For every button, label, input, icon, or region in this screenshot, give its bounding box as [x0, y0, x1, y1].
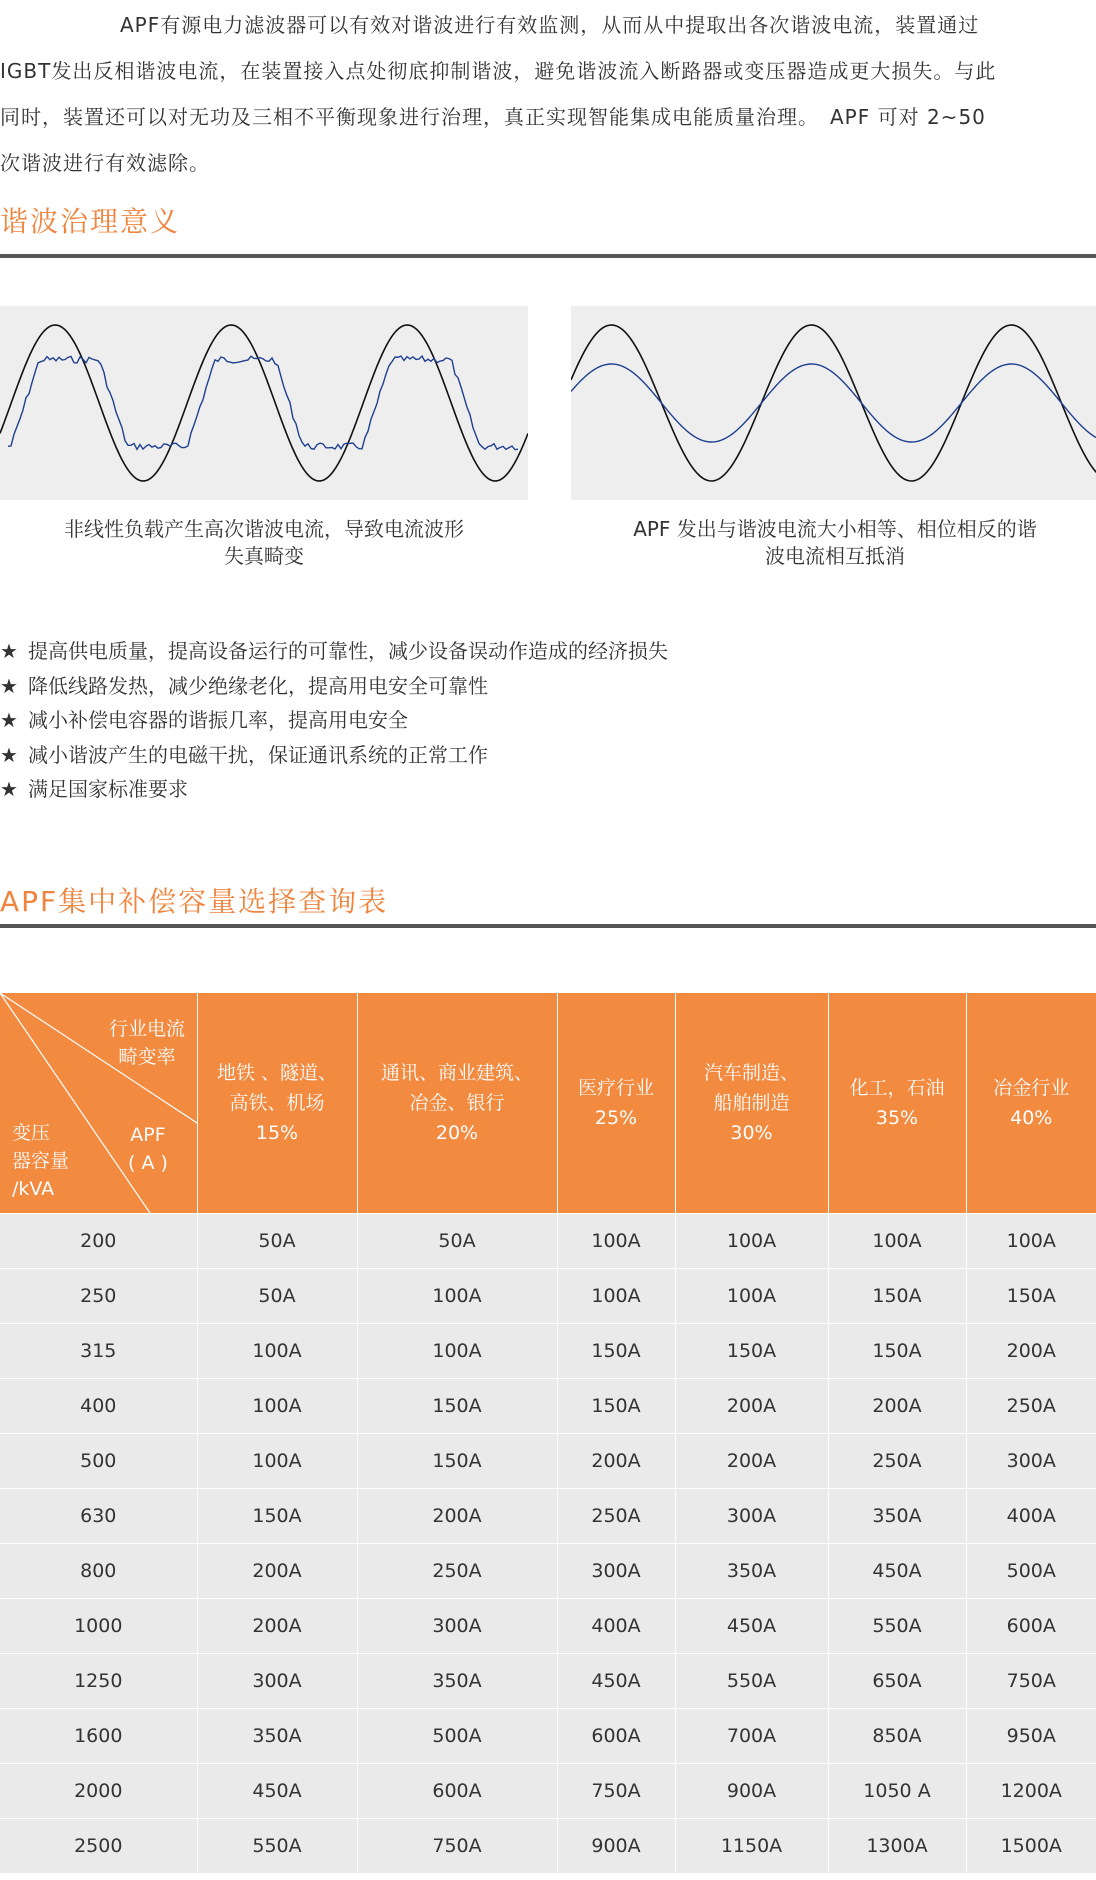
large-sine-wave	[571, 325, 1096, 481]
apf-capacity-cell: 250A	[966, 1379, 1096, 1434]
apf-capacity-cell: 150A	[675, 1324, 828, 1379]
apf-capacity-cell: 250A	[357, 1544, 557, 1599]
apf-capacity-cell: 100A	[557, 1214, 675, 1269]
table-row	[0, 1379, 1096, 1434]
star-icon: ★	[0, 673, 18, 698]
apf-capacity-cell: 200A	[197, 1599, 357, 1654]
intro-line-4: 次谐波进行有效滤除。	[0, 151, 210, 175]
table-row	[0, 1654, 1096, 1709]
apf-capacity-cell: 100A	[557, 1269, 675, 1324]
apf-capacity-cell: 450A	[828, 1544, 966, 1599]
fundamental-sine-wave	[0, 325, 528, 481]
transformer-capacity-cell: 250	[0, 1269, 197, 1324]
transformer-capacity-cell: 630	[0, 1489, 197, 1544]
cancel-wave-figure	[571, 306, 1096, 500]
table-corner-header	[0, 993, 197, 1214]
apf-capacity-cell: 550A	[197, 1819, 357, 1874]
apf-capacity-cell: 900A	[557, 1819, 675, 1874]
table-row	[0, 1709, 1096, 1764]
apf-capacity-cell: 200A	[357, 1489, 557, 1544]
apf-capacity-cell: 100A	[357, 1269, 557, 1324]
section-divider-1	[0, 254, 1096, 258]
transformer-capacity-cell: 1000	[0, 1599, 197, 1654]
left-figure-caption	[0, 516, 528, 570]
distorted-wave-figure	[0, 306, 528, 500]
right-figure-caption	[571, 516, 1096, 570]
apf-capacity-cell: 300A	[966, 1434, 1096, 1489]
apf-capacity-cell: 100A	[966, 1214, 1096, 1269]
apf-capacity-cell: 300A	[675, 1489, 828, 1544]
section-divider-2	[0, 924, 1096, 928]
list-item: ★ 减小补偿电容器的谐振几率，提高用电安全	[0, 703, 1096, 738]
apf-capacity-cell: 50A	[197, 1214, 357, 1269]
table-row	[0, 1324, 1096, 1379]
apf-capacity-cell: 150A	[357, 1434, 557, 1489]
apf-capacity-cell: 150A	[966, 1269, 1096, 1324]
apf-capacity-cell: 300A	[557, 1544, 675, 1599]
apf-capacity-cell: 150A	[557, 1324, 675, 1379]
table-body	[0, 1214, 1096, 1874]
apf-capacity-cell: 150A	[557, 1379, 675, 1434]
apf-capacity-cell: 200A	[828, 1379, 966, 1434]
apf-capacity-cell: 350A	[357, 1654, 557, 1709]
column-header: 地铁 、隧道、 高铁、机场 15%	[197, 993, 357, 1214]
apf-capacity-cell: 250A	[557, 1489, 675, 1544]
column-header: 冶金行业 40%	[966, 993, 1096, 1214]
apf-capacity-cell: 750A	[966, 1654, 1096, 1709]
table-row	[0, 1434, 1096, 1489]
column-header: 医疗行业 25%	[557, 993, 675, 1214]
apf-capacity-cell: 250A	[828, 1434, 966, 1489]
apf-capacity-cell: 350A	[197, 1709, 357, 1764]
left-caption-line-1: 非线性负载产生高次谐波电流，导致电流波形	[64, 517, 464, 541]
transformer-capacity-cell: 315	[0, 1324, 197, 1379]
apf-capacity-cell: 1500A	[966, 1819, 1096, 1874]
apf-capacity-cell: 600A	[966, 1599, 1096, 1654]
section-title-harmonic-significance: 谐波治理意义	[0, 205, 181, 238]
intro-line-3: 同时，装置还可以对无功及三相不平衡现象进行治理，真正实现智能集成电能质量治理。 APF 可对 2~50	[0, 105, 986, 129]
apf-capacity-cell: 950A	[966, 1709, 1096, 1764]
apf-capacity-cell: 550A	[828, 1599, 966, 1654]
apf-capacity-cell: 400A	[557, 1599, 675, 1654]
apf-capacity-cell: 500A	[357, 1709, 557, 1764]
corner-apf-label: APF ( A )	[128, 1124, 168, 1174]
section-title-capacity-table: APF集中补偿容量选择查询表	[0, 885, 389, 918]
apf-capacity-cell: 750A	[357, 1819, 557, 1874]
apf-capacity-cell: 600A	[357, 1764, 557, 1819]
apf-capacity-cell: 100A	[828, 1214, 966, 1269]
apf-capacity-cell: 300A	[197, 1654, 357, 1709]
apf-capacity-cell: 50A	[357, 1214, 557, 1269]
table-row	[0, 1214, 1096, 1269]
apf-capacity-cell: 300A	[357, 1599, 557, 1654]
apf-capacity-cell: 1150A	[675, 1819, 828, 1874]
apf-capacity-cell: 150A	[197, 1489, 357, 1544]
star-icon: ★	[0, 708, 18, 733]
apf-capacity-cell: 100A	[197, 1324, 357, 1379]
transformer-capacity-cell: 1600	[0, 1709, 197, 1764]
column-header: 汽车制造、 船舶制造 30%	[675, 993, 828, 1214]
apf-capacity-cell: 150A	[357, 1379, 557, 1434]
apf-capacity-cell: 750A	[557, 1764, 675, 1819]
apf-capacity-cell: 100A	[197, 1379, 357, 1434]
capacity-table	[0, 993, 1096, 1873]
table-row	[0, 1599, 1096, 1654]
apf-capacity-cell: 100A	[675, 1269, 828, 1324]
transformer-capacity-cell: 2000	[0, 1764, 197, 1819]
apf-capacity-cell: 150A	[828, 1269, 966, 1324]
apf-capacity-cell: 200A	[675, 1434, 828, 1489]
apf-capacity-cell: 450A	[675, 1599, 828, 1654]
table-row	[0, 1544, 1096, 1599]
transformer-capacity-cell: 400	[0, 1379, 197, 1434]
list-item: ★ 减小谐波产生的电磁干扰，保证通讯系统的正常工作	[0, 738, 1096, 773]
apf-capacity-cell: 700A	[675, 1709, 828, 1764]
benefits-list	[0, 634, 1096, 807]
apf-capacity-cell: 100A	[675, 1214, 828, 1269]
apf-capacity-cell: 150A	[828, 1324, 966, 1379]
transformer-capacity-cell: 800	[0, 1544, 197, 1599]
intro-line-2: IGBT发出反相谐波电流，在装置接入点处彻底抑制谐波，避免谐波流入断路器或变压器造成更大损失。与此	[0, 59, 997, 83]
column-header: 化工，石油 35%	[828, 993, 966, 1214]
cancel-wave-svg	[571, 306, 1096, 500]
apf-capacity-cell: 600A	[557, 1709, 675, 1764]
apf-capacity-cell: 1200A	[966, 1764, 1096, 1819]
apf-capacity-cell: 200A	[675, 1379, 828, 1434]
apf-capacity-cell: 100A	[357, 1324, 557, 1379]
table-row	[0, 1819, 1096, 1874]
table-header-row	[0, 993, 1096, 1214]
apf-capacity-cell: 200A	[557, 1434, 675, 1489]
apf-capacity-cell: 350A	[675, 1544, 828, 1599]
apf-capacity-cell: 400A	[966, 1489, 1096, 1544]
column-header: 通讯、商业建筑、 冶金、银行 20%	[357, 993, 557, 1214]
apf-capacity-cell: 1300A	[828, 1819, 966, 1874]
star-icon: ★	[0, 777, 18, 802]
transformer-capacity-cell: 200	[0, 1214, 197, 1269]
apf-capacity-cell: 650A	[828, 1654, 966, 1709]
star-icon: ★	[0, 639, 18, 663]
table-row	[0, 1489, 1096, 1544]
apf-capacity-cell: 100A	[197, 1434, 357, 1489]
intro-line-1: APF有源电力滤波器可以有效对谐波进行有效监测，从而从中提取出各次谐波电流，装置通过	[120, 13, 980, 37]
apf-capacity-cell: 900A	[675, 1764, 828, 1819]
table-row	[0, 1269, 1096, 1324]
apf-capacity-cell: 500A	[966, 1544, 1096, 1599]
apf-capacity-cell: 450A	[557, 1654, 675, 1709]
apf-capacity-cell: 1050 A	[828, 1764, 966, 1819]
apf-capacity-cell: 350A	[828, 1489, 966, 1544]
apf-capacity-cell: 200A	[966, 1324, 1096, 1379]
table-row	[0, 1764, 1096, 1819]
star-icon: ★	[0, 742, 18, 767]
apf-capacity-cell: 200A	[197, 1544, 357, 1599]
corner-industry-label: 行业电流 畸变率	[108, 1018, 185, 1068]
list-item: ★ 满足国家标准要求	[0, 772, 1096, 807]
apf-capacity-cell: 450A	[197, 1764, 357, 1819]
left-caption-line-2: 失真畸变	[224, 544, 304, 568]
list-item: ★ 降低线路发热，减少绝缘老化，提高用电安全可靠性	[0, 669, 1096, 704]
apf-capacity-cell: 850A	[828, 1709, 966, 1764]
apf-capacity-cell: 550A	[675, 1654, 828, 1709]
apf-capacity-cell: 50A	[197, 1269, 357, 1324]
right-caption-line-1: APF 发出与谐波电流大小相等、相位相反的谐	[633, 517, 1037, 541]
distorted-wave-svg	[0, 306, 528, 500]
transformer-capacity-cell: 500	[0, 1434, 197, 1489]
transformer-capacity-cell: 2500	[0, 1819, 197, 1874]
corner-transformer-label: 变压 器容量 /kVA	[12, 1122, 70, 1200]
intro-paragraph	[0, 2, 1096, 186]
transformer-capacity-cell: 1250	[0, 1654, 197, 1709]
list-item: ★ 提高供电质量，提高设备运行的可靠性，减少设备误动作造成的经济损失	[0, 634, 1096, 669]
right-caption-line-2: 波电流相互抵消	[765, 544, 905, 568]
